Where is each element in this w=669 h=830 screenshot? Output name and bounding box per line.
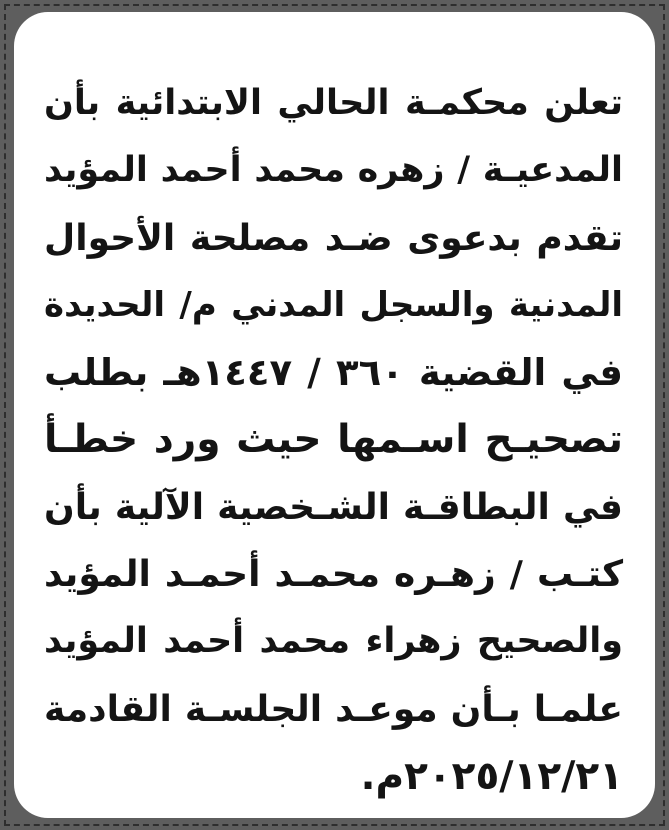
notice-line: المدنية والسجل المدني م/ الحديدة (44, 284, 623, 325)
notice-line: في القضية ٣٦٠ / ١٤٤٧هـ بطلب (44, 351, 624, 395)
notice-line: في البطاقـة الشـخصية الآلية بأن (44, 486, 623, 528)
notice-line: تصحيـح اسـمها حيث ورد خطـأ (44, 417, 623, 463)
notice-line: والصحيح زهراء محمد أحمد المؤيد (44, 621, 623, 662)
court-notice-text (14, 70, 655, 810)
notice-date-line: ٢٠٢٥/١٢/٢١م. (360, 753, 623, 799)
notice-card (14, 12, 655, 818)
notice-line: تعلن محكمـة الحالي الابتدائية بأن (44, 83, 623, 123)
notice-line: علمـا بـأن موعـد الجلسـة القادمة (44, 688, 623, 730)
notice-line: تقدم بدعوى ضـد مصلحة الأحوال (44, 217, 623, 259)
notice-line: المدعيـة / زهره محمد أحمد المؤيد (44, 150, 623, 191)
notice-line: كتـب / زهـره محمـد أحمـد المؤيد (44, 554, 623, 596)
